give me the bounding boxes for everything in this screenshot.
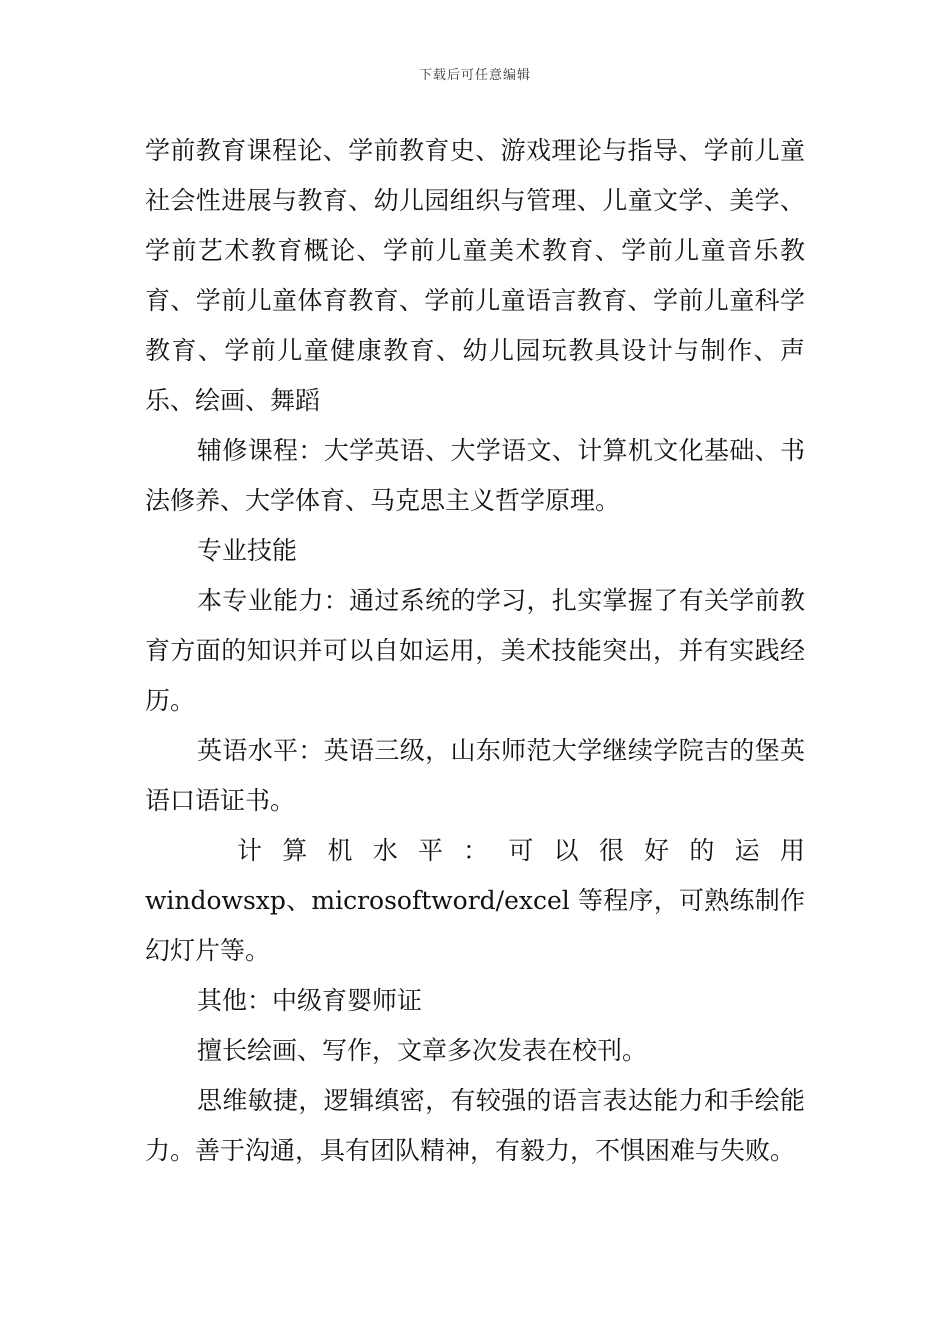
char: 可	[508, 836, 534, 865]
char: 计	[237, 836, 263, 865]
paragraph-courses: 学前教育课程论、学前教育史、游戏理论与指导、学前儿童社会性进展与教育、幼儿园组织与管理、儿童文学、美学、学前艺术教育概论、学前儿童美术教育、学前儿童音乐教育、学前儿童体育教育、学前儿童语言教育、学前儿童科学教育、学前儿童健康教育、幼儿园玩教具设计与制作、声乐、绘画、舞蹈	[145, 136, 805, 415]
document-body	[145, 126, 805, 1176]
page-header: 下载后可任意编辑	[418, 68, 531, 83]
paragraph-major-ability: 本专业能力：通过系统的学习，扎实掌握了有关学前教育方面的知识并可以自如运用，美术技能突出，并有实践经历。	[145, 586, 805, 715]
paragraph-strengths: 擅长绘画、写作，文章多次发表在校刊。	[197, 1036, 648, 1065]
char: 机	[327, 836, 353, 865]
char: 的	[689, 836, 715, 865]
char: 很	[598, 836, 624, 865]
char: 水	[372, 836, 398, 865]
char: 用	[779, 836, 805, 865]
paragraph-personality: 思维敏捷，逻辑缜密，有较强的语言表达能力和手绘能力。善于沟通，具有团队精神，有毅力，不惧困难与失败。	[145, 1086, 805, 1165]
paragraph-minor-courses: 辅修课程：大学英语、大学语文、计算机文化基础、书法修养、大学体育、马克思主义哲学原理。	[145, 436, 805, 515]
char: 算	[282, 836, 308, 865]
paragraph-english-level: 英语水平：英语三级，山东师范大学继续学院吉的堡英语口语证书。	[145, 736, 805, 815]
paragraph-skills-heading: 专业技能	[197, 536, 298, 565]
char: 运	[734, 836, 760, 865]
char: 以	[553, 836, 579, 865]
paragraph-computer-level-line1	[145, 826, 805, 876]
paragraph-other: 其他：中级育婴师证	[197, 986, 423, 1015]
paragraph-computer-level-rest: windowsxp、microsoftword/excel 等程序，可熟练制作幻灯片等。	[145, 886, 805, 965]
char: ：	[463, 836, 489, 865]
char: 好	[644, 836, 670, 865]
char: 平	[417, 836, 443, 865]
